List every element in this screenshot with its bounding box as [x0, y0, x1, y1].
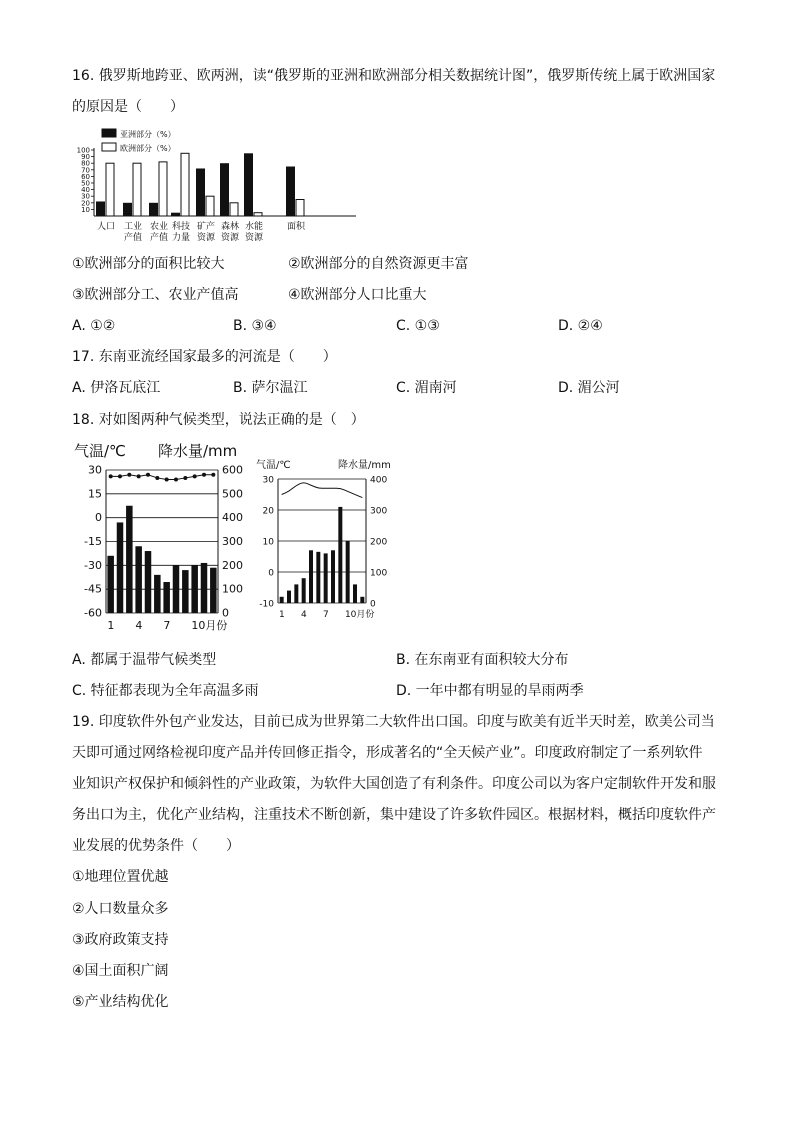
temperature-tick-label: -45	[84, 582, 102, 596]
temperature-axis-label: 气温/℃	[256, 460, 291, 471]
q17-option-d[interactable]: D. 湄公河	[558, 380, 620, 396]
y-tick-label: 40	[81, 186, 90, 195]
precipitation-bar	[360, 597, 364, 603]
month-tick-label: 7	[322, 610, 329, 620]
q19-line-4: 务出口为主，优化产业结构，注重技术不断创新，集中建设了许多软件园区。根据材料，概括印度软件产	[72, 807, 716, 823]
x-tick-label: 资源	[244, 233, 264, 243]
bar-asia	[220, 163, 229, 216]
precipitation-tick-label: 300	[222, 535, 243, 548]
bar-europe	[206, 196, 214, 216]
temperature-tick-label: 20	[262, 506, 274, 517]
precipitation-bar	[316, 552, 320, 603]
y-tick-label: 30	[81, 192, 90, 201]
temperature-point	[137, 474, 141, 478]
temperature-point	[155, 476, 159, 480]
q19-statement-1: ①地理位置优越	[72, 869, 169, 885]
precipitation-bar	[210, 568, 217, 613]
x-tick-label: 产值	[149, 233, 169, 243]
q18-option-b[interactable]: B. 在东南亚有面积较大分布	[396, 652, 569, 668]
x-tick-label: 人口	[96, 222, 116, 232]
precipitation-bar	[338, 507, 342, 603]
month-tick-label: 10月份	[191, 619, 228, 632]
q16-statement-1: ①欧洲部分的面积比较大	[72, 256, 225, 272]
precipitation-tick-label: 200	[370, 537, 388, 548]
temperature-tick-label: -60	[84, 606, 102, 620]
precipitation-bar	[294, 584, 298, 603]
precipitation-bar	[154, 575, 161, 613]
x-tick-label: 资源	[220, 233, 240, 243]
q16-option-c[interactable]: C. ①③	[396, 318, 440, 334]
precipitation-tick-label: 100	[222, 582, 243, 596]
bar-europe	[230, 203, 238, 216]
y-tick-label: 20	[81, 199, 90, 208]
q16-statement-4: ④欧洲部分人口比重大	[288, 287, 427, 303]
legend-label-asia: 亚洲部分（%）	[120, 130, 176, 139]
precipitation-bar	[287, 591, 291, 603]
y-tick-label: 90	[81, 153, 90, 162]
month-tick-label: 4	[300, 610, 307, 620]
precipitation-bar	[191, 565, 198, 613]
temperature-tick-label: -30	[84, 558, 102, 572]
climate-chart-1	[70, 438, 252, 636]
y-tick-label: 80	[81, 159, 90, 168]
precipitation-axis-label: 降水量/mm	[158, 442, 238, 460]
precipitation-bar	[173, 565, 180, 613]
precipitation-bar	[280, 597, 284, 603]
q16-stem-line2: 的原因是（ ）	[72, 99, 184, 115]
temperature-tick-label: 10	[262, 537, 274, 548]
precipitation-tick-label: 100	[370, 568, 388, 579]
bar-asia	[286, 167, 295, 217]
temperature-point	[193, 474, 197, 478]
precipitation-bar	[201, 563, 208, 613]
bar-europe	[181, 153, 189, 216]
q16-statement-2: ②欧洲部分的自然资源更丰富	[288, 256, 469, 272]
temperature-axis-label: 气温/℃	[74, 442, 126, 460]
precipitation-tick-label: 200	[222, 558, 243, 572]
month-tick-label: 1	[278, 610, 285, 620]
precipitation-bar	[117, 522, 124, 613]
q17-option-a[interactable]: A. 伊洛瓦底江	[72, 380, 161, 396]
x-tick-label: 资源	[196, 233, 216, 243]
bar-asia	[123, 203, 132, 216]
q19-statement-4: ④国土面积广阔	[72, 963, 169, 979]
bar-asia	[196, 168, 205, 216]
x-tick-label: 工业	[123, 222, 143, 232]
temperature-point	[118, 474, 122, 478]
temperature-point	[127, 473, 131, 477]
precipitation-tick-label: 600	[222, 463, 243, 477]
x-tick-label: 科技	[171, 222, 191, 232]
q16-option-d[interactable]: D. ②④	[558, 318, 603, 334]
q19-statement-2: ②人口数量众多	[72, 901, 169, 917]
y-tick-label: 100	[76, 146, 90, 155]
x-tick-label: 面积	[286, 222, 306, 232]
precipitation-bar	[309, 550, 313, 603]
temperature-tick-label: -10	[259, 599, 274, 610]
x-tick-label: 农业	[149, 222, 169, 232]
x-tick-label: 矿产	[196, 222, 216, 232]
precipitation-bar	[145, 551, 152, 613]
legend-label-europe: 欧洲部分（%）	[120, 144, 176, 153]
bar-asia	[171, 213, 180, 216]
legend-swatch-asia	[102, 129, 116, 137]
q18-option-a[interactable]: A. 都属于温带气候类型	[72, 652, 217, 668]
precipitation-tick-label: 0	[222, 606, 229, 620]
bar-europe	[254, 213, 262, 216]
temperature-tick-label: -15	[84, 535, 102, 548]
precipitation-bar	[331, 550, 335, 603]
q19-line-1: 19. 印度软件外包产业发达，目前已成为世界第二大软件出口国。印度与欧美有近半天时差，欧美公司当	[72, 714, 715, 730]
q19-line-2: 天即可通过网络检视印度产品并传回修正指令，形成著名的“全天候产业”。印度政府制定了一系列软件	[72, 745, 703, 761]
y-tick-label: 10	[81, 205, 90, 214]
precipitation-bar	[107, 556, 114, 613]
bar-europe	[296, 200, 304, 217]
precipitation-tick-label: 400	[222, 511, 243, 525]
q16-option-a[interactable]: A. ①②	[72, 318, 116, 334]
bar-asia	[96, 201, 105, 216]
month-tick-label: 10月份	[344, 610, 375, 620]
precipitation-tick-label: 500	[222, 487, 243, 501]
y-tick-label: 50	[81, 179, 90, 188]
precipitation-tick-label: 400	[370, 475, 388, 486]
bar-europe	[106, 163, 114, 216]
temperature-tick-label: 30	[88, 463, 102, 477]
temperature-point	[109, 474, 113, 478]
precipitation-bar	[302, 578, 306, 603]
temperature-line	[111, 475, 214, 480]
precipitation-bar	[126, 506, 133, 613]
temperature-point	[146, 473, 150, 477]
temperature-point	[183, 476, 187, 480]
precipitation-tick-label: 0	[370, 599, 376, 610]
q16-statement-3: ③欧洲部分工、农业产值高	[72, 287, 239, 303]
temperature-tick-label: 0	[268, 568, 274, 579]
temperature-line	[282, 483, 363, 498]
temperature-point	[211, 473, 215, 477]
bar-asia	[244, 153, 253, 216]
temperature-point	[202, 473, 206, 477]
bar-asia	[149, 203, 158, 216]
russia-bar-chart	[72, 124, 372, 246]
q18-option-d[interactable]: D. 一年中都有明显的旱雨两季	[396, 683, 584, 699]
x-tick-label: 水能	[244, 222, 264, 232]
precipitation-bar	[346, 541, 350, 603]
y-tick-label: 70	[81, 166, 90, 175]
month-tick-label: 7	[163, 619, 171, 632]
precipitation-bar	[324, 553, 328, 603]
x-tick-label: 力量	[171, 233, 191, 243]
bar-europe	[133, 163, 141, 216]
precipitation-bar	[163, 582, 170, 613]
precipitation-axis-label: 降水量/mm	[338, 460, 391, 471]
y-tick-label: 60	[81, 172, 90, 181]
q18-stem: 18. 对如图两种气候类型，说法正确的是（ ）	[72, 412, 365, 428]
q19-line-3: 业知识产权保护和倾斜性的产业政策，为软件大国创造了有利条件。印度公司以为客户定制软件开发和服	[72, 776, 716, 792]
q16-option-b[interactable]: B. ③④	[233, 318, 277, 334]
legend-swatch-europe	[102, 143, 116, 151]
q18-option-c[interactable]: C. 特征都表现为全年高温多雨	[72, 683, 259, 699]
precipitation-bar	[353, 584, 357, 603]
q16-stem-line1: 16. 俄罗斯地跨亚、欧两洲，读“俄罗斯的亚洲和欧洲部分相关数据统计图”，俄罗斯传统上属于欧洲国家	[72, 68, 716, 84]
x-tick-label: 产值	[123, 233, 143, 243]
q19-statement-5: ⑤产业结构优化	[72, 994, 169, 1010]
temperature-point	[165, 478, 169, 482]
bar-europe	[159, 162, 167, 216]
precipitation-bar	[182, 570, 189, 613]
q17-option-b[interactable]: B. 萨尔温江	[233, 380, 308, 396]
month-tick-label: 1	[107, 619, 115, 632]
q19-statement-3: ③政府政策支持	[72, 932, 169, 948]
q17-stem: 17. 东南亚流经国家最多的河流是（ ）	[72, 349, 337, 365]
month-tick-label: 4	[135, 619, 143, 632]
temperature-tick-label: 15	[88, 487, 102, 501]
climate-chart-2	[254, 455, 394, 621]
x-tick-label: 森林	[220, 222, 240, 232]
q17-option-c[interactable]: C. 湄南河	[396, 380, 457, 396]
temperature-tick-label: 30	[262, 475, 274, 486]
temperature-tick-label: 0	[95, 511, 102, 525]
precipitation-tick-label: 300	[370, 506, 388, 517]
precipitation-bar	[135, 546, 142, 613]
temperature-point	[174, 478, 178, 482]
q19-line-5: 业发展的优势条件（ ）	[72, 838, 240, 854]
